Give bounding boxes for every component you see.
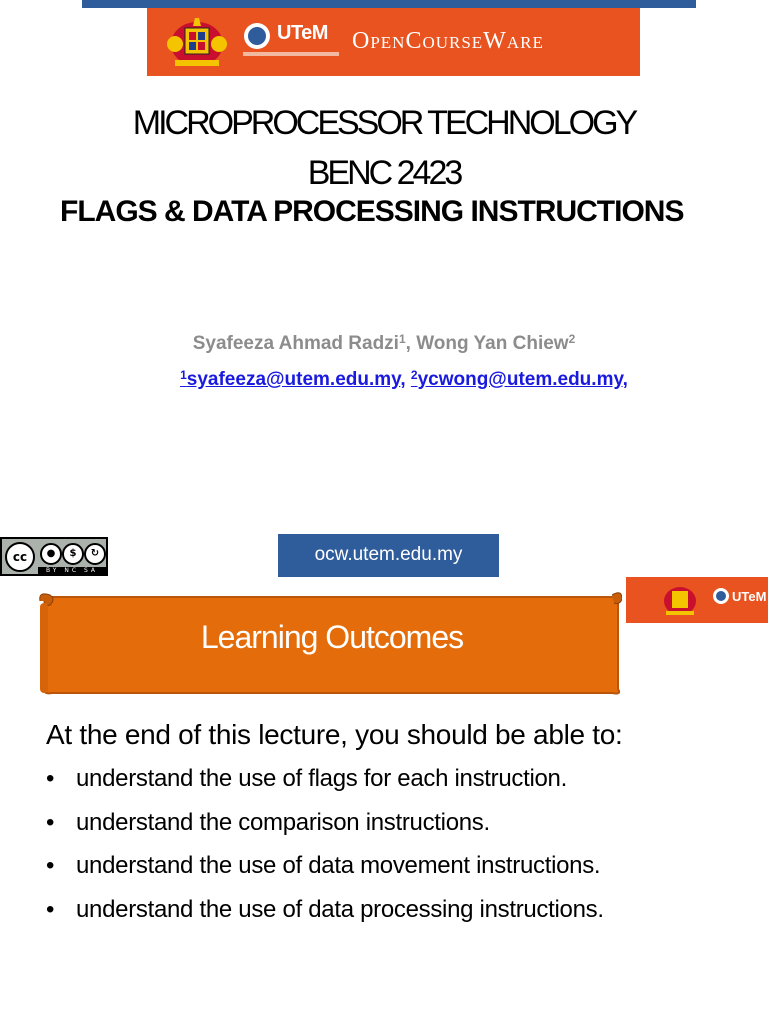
outcome-text: understand the use of flags for each instruction. — [76, 765, 567, 792]
footer-url[interactable]: ocw.utem.edu.my — [314, 544, 463, 565]
list-item — [46, 765, 604, 809]
sharealike-icon: ↻ — [84, 543, 106, 565]
email-line — [0, 368, 768, 391]
email-address: syafeeza@utem.edu.my — [186, 369, 401, 390]
utem-wordmark: UTeM — [277, 22, 328, 44]
creative-commons-license-badge[interactable] — [0, 537, 108, 576]
learning-outcomes-slide — [0, 577, 768, 1024]
footer-url-box — [278, 534, 499, 577]
bullet: • — [46, 808, 55, 836]
list-item — [46, 852, 604, 896]
email-address: ycwong@utem.edu.my — [417, 369, 623, 390]
utem-wordmark: UTeM — [732, 589, 767, 604]
email-superscript: 2 — [410, 368, 418, 382]
outcome-text: understand the use of data processing instructions. — [76, 895, 604, 923]
cc-icon: cc — [5, 542, 35, 572]
email-superscript: 1 — [180, 368, 187, 382]
email-link-1[interactable] — [180, 369, 400, 390]
author-superscript: 2 — [568, 332, 576, 346]
learning-outcomes-heading: Learning Outcomes — [200, 619, 464, 655]
author-name: Syafeeza Ahmad Radzi — [192, 333, 399, 354]
list-item — [46, 896, 604, 940]
outcome-text: understand the use of data movement instructions. — [76, 852, 601, 879]
author-superscript: 1 — [398, 332, 406, 346]
opencourseware-banner — [147, 8, 640, 76]
email-trailing: , — [622, 369, 628, 390]
author-line — [0, 332, 768, 355]
top-blue-strip — [82, 0, 696, 8]
malaysia-coat-of-arms-icon — [660, 583, 700, 617]
email-link-2[interactable] — [411, 369, 623, 390]
email-separator: , — [400, 369, 411, 390]
list-item — [46, 809, 604, 853]
intro-sentence: At the end of this lecture, you should be able to: — [46, 719, 623, 750]
noncommercial-icon: $ — [62, 543, 84, 565]
bullet: • — [46, 852, 55, 879]
malaysia-coat-of-arms-icon — [165, 14, 229, 70]
outcome-text: understand the comparison instructions. — [76, 808, 490, 836]
author-name: Wong Yan Chiew — [416, 333, 569, 354]
opencourseware-title: OpenCourseWare — [352, 28, 544, 54]
corner-logo-banner — [626, 577, 768, 623]
course-code: BENC 2423 — [307, 154, 461, 192]
bullet: • — [46, 765, 55, 792]
author-separator: , — [405, 333, 417, 354]
attribution-icon: ● — [40, 543, 62, 565]
topic-title: FLAGS & DATA PROCESSING INSTRUCTIONS — [60, 195, 684, 228]
course-title: MICROPROCESSOR TECHNOLOGY — [132, 104, 636, 142]
license-strip: BY NC SA — [38, 567, 106, 575]
outcomes-list — [46, 765, 604, 939]
bullet: • — [46, 895, 55, 923]
